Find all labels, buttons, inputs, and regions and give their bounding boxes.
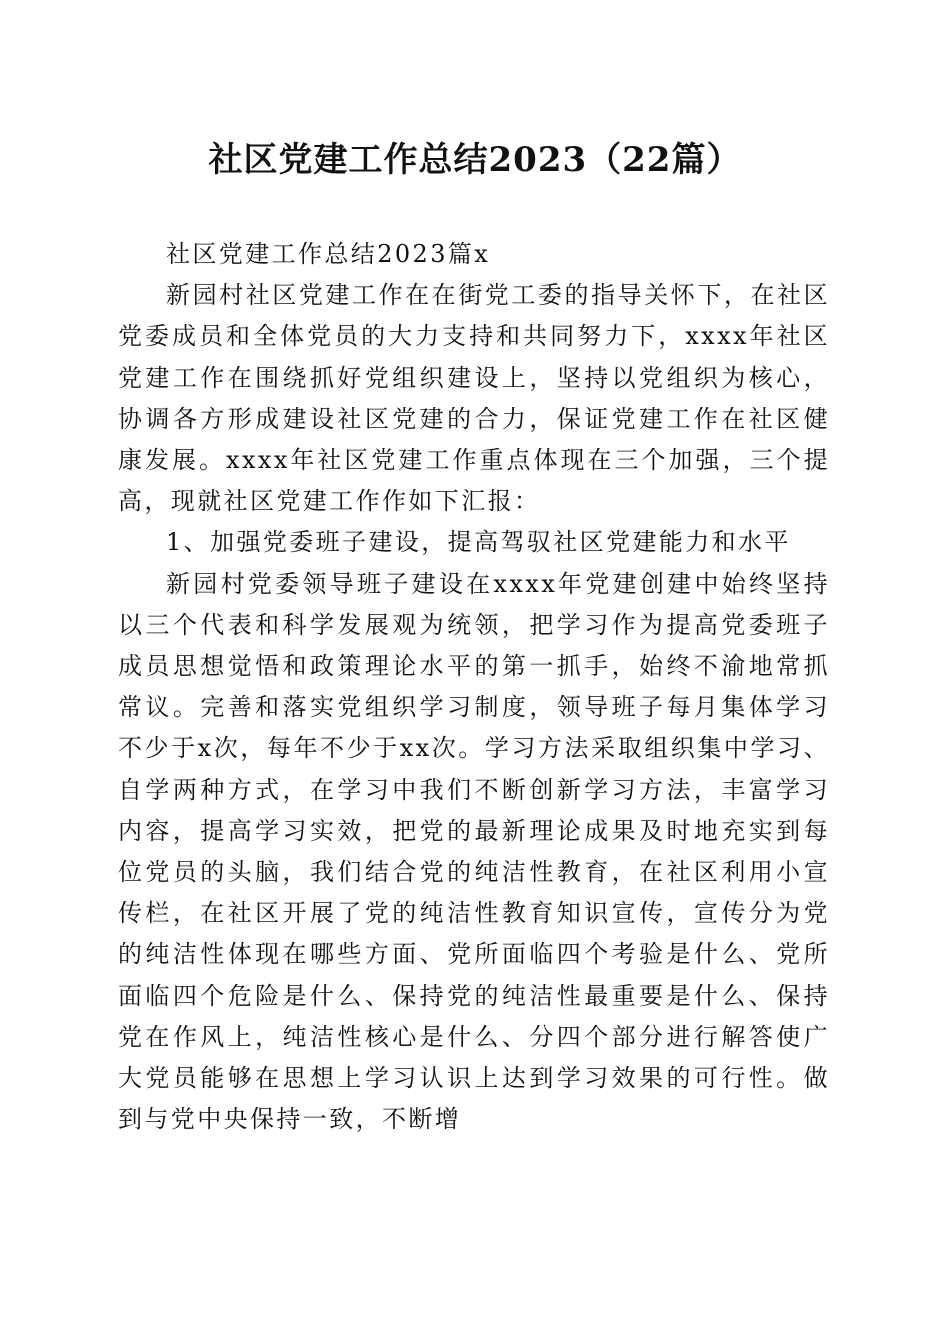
section-heading: 社区党建工作总结2023篇x: [166, 240, 491, 268]
paragraph-body: 新园村党委领导班子建设在xxxx年党建创建中始终坚持以三个代表和科学发展观为统领，把学习作为提高党委班子成员思想觉悟和政策理论水平的第一抓手，始终不渝地常抓常议。完善和落实党组织学习制度，领导班子每月集体学习不少于x次，每年不少于xx次。学习方法采取组织集中学习、自学两种方式，在学习中我们不断创新学习方法，丰富学习内容，提高学习实效，把党的最新理论成果及时地充实到每位党员的头脑，我们结合党的纯洁性教育，在社区利用小宣传栏，在社区开展了党的纯洁性教育知识宣传，宣传分为党的纯洁性体现在哪些方面、党所面临四个考验是什么、党所面临四个危险是什么、保持党的纯洁性最重要是什么、保持党在作风上，纯洁性核心是什么、分四个部分进行解答使广大党员能够在思想上学习认识上达到学习效果的可行性。做到与党中央保持一致，不断增: [118, 569, 830, 1134]
document-body: [118, 234, 830, 1140]
document-title: 社区党建工作总结2023（22篇）: [208, 140, 742, 180]
paragraph-intro: 新园村社区党建工作在在街党工委的指导关怀下，在社区党委成员和全体党员的大力支持和共同努力下，xxxx年社区党建工作在围绕抓好党组织建设上，坚持以党组织为核心，协调各方形成建设社区党建的合力，保证党建工作在社区健康发展。xxxx年社区党建工作重点体现在三个加强，三个提高，现就社区党建工作作如下汇报：: [118, 281, 830, 516]
section-subheading: 1、加强党委班子建设，提高驾驭社区党建能力和水平: [166, 528, 791, 557]
